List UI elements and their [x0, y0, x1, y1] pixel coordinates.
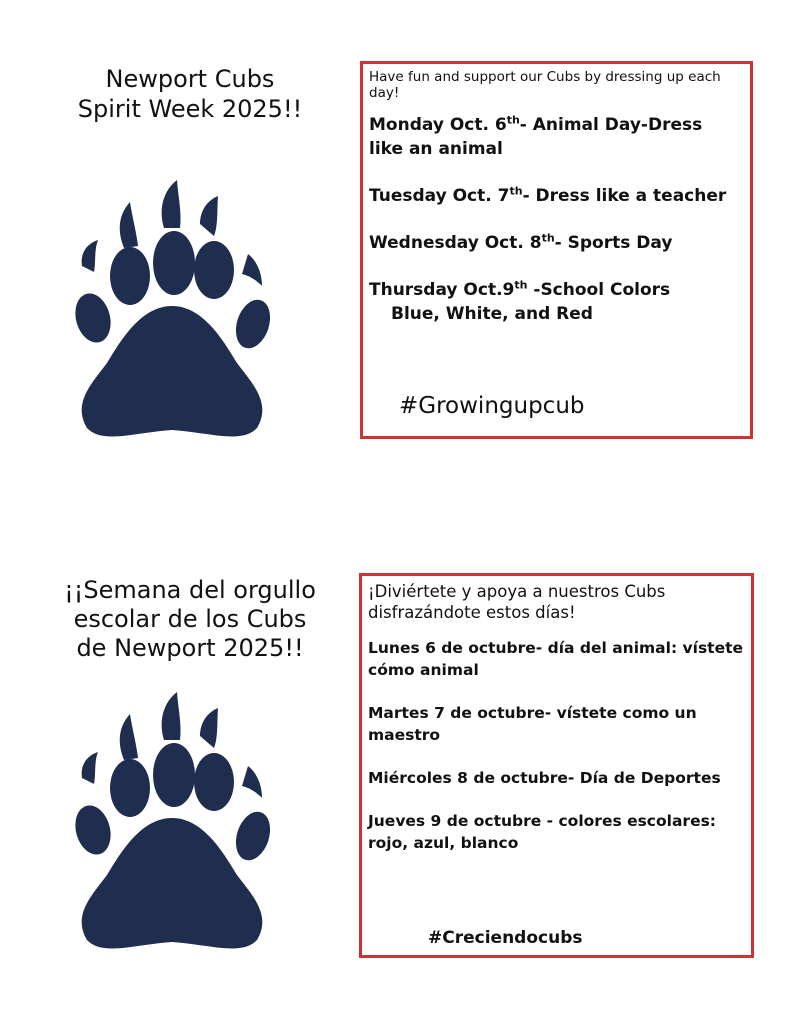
spanish-title-line1: ¡¡Semana del orgullo [64, 576, 316, 604]
spanish-title-line3: de Newport 2025!! [76, 634, 304, 662]
spanish-intro: ¡Diviértete y apoya a nuestros Cubs disfrazándote estos días! [368, 582, 666, 622]
english-day-monday: Monday Oct. 6th- Animal Day-Dress like an animal [369, 113, 703, 159]
spanish-day-lunes: Lunes 6 de octubre- día del animal: vístete cómo animal [368, 639, 744, 679]
english-title [40, 64, 340, 124]
spanish-hashtag: #Creciendocubs [428, 928, 583, 948]
english-day-tuesday: Tuesday Oct. 7th- Dress like a teacher [369, 184, 727, 206]
english-title-line2: Spirit Week 2025!! [77, 95, 303, 123]
english-title-line1: Newport Cubs [105, 65, 275, 93]
spanish-title [40, 576, 340, 663]
paw-print-icon [72, 178, 272, 440]
english-intro: Have fun and support our Cubs by dressing up each day! [369, 69, 721, 101]
spanish-day-jueves: Jueves 9 de octubre - colores escolares: rojo, azul, blanco [368, 812, 717, 852]
spanish-day-miercoles: Miércoles 8 de octubre- Día de Deportes [368, 769, 721, 787]
spanish-day-martes: Martes 7 de octubre- vístete como un maestro [368, 704, 697, 744]
english-hashtag: #Growingupcub [399, 393, 585, 419]
paw-print-icon [72, 690, 272, 952]
spanish-schedule-card [359, 573, 754, 958]
english-school-colors: Blue, White, and Red [391, 304, 593, 324]
english-schedule-card [360, 61, 753, 439]
english-day-thursday: Thursday Oct.9th -School Colors Blue, White, and Red [369, 278, 742, 326]
spanish-title-line2: escolar de los Cubs [73, 605, 307, 633]
english-day-wednesday: Wednesday Oct. 8th- Sports Day [369, 231, 673, 253]
